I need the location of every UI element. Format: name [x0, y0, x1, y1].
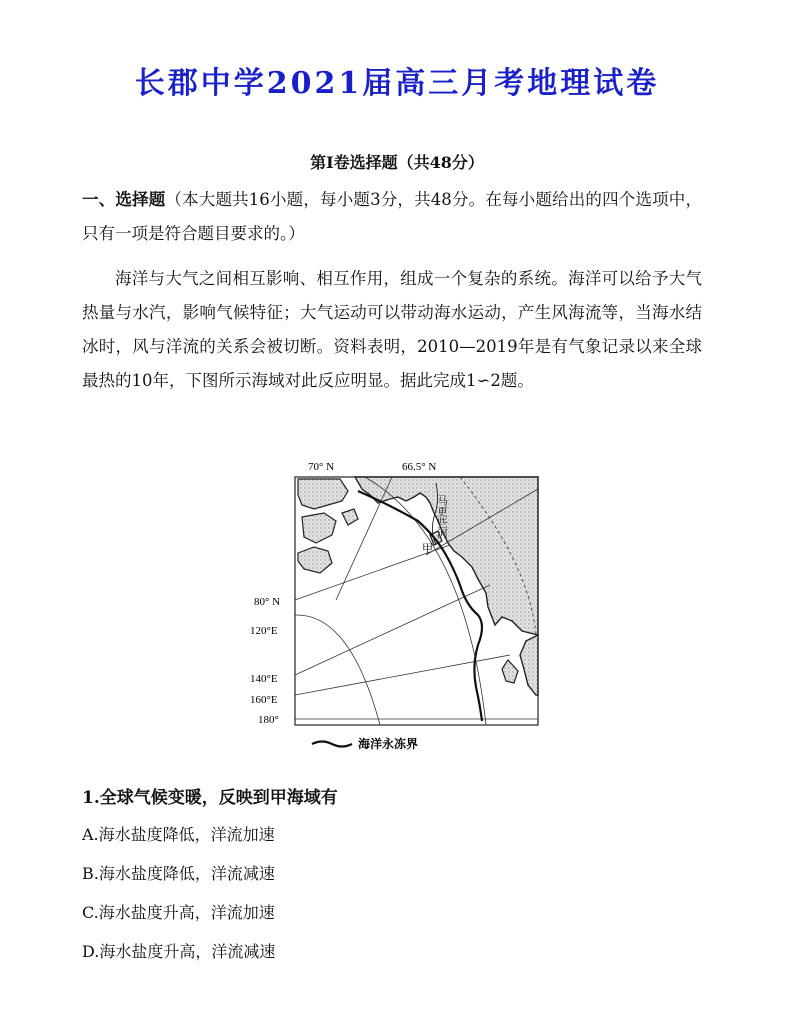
instructions-lead: 一、选择题	[82, 190, 166, 209]
left-label-140e: 140°E	[250, 673, 278, 685]
exam-title: 长郡中学2021届高三月考地理试卷	[134, 66, 660, 101]
option-d[interactable]: D.海水盐度升高，洋流减速	[82, 942, 276, 961]
instructions	[82, 183, 702, 251]
option-c[interactable]: C.海水盐度升高，洋流加速	[82, 903, 275, 922]
passage: 海洋与大气之间相互影响、相互作用，组成一个复杂的系统。海洋可以给予大气热量与水汽，影响气候特征；大气运动可以带动海水运动，产生风海流等，当海水结冰时，风与洋流的关系会被切断。资料表明，2010—2019年是有气象记录以来全球最热的10年，下图所示海域对此反应明显。据此完成1∽2题。	[82, 269, 702, 390]
lat-label-66-5n: 66.5° N	[402, 461, 437, 473]
option-b[interactable]: B.海水盐度降低，洋流减速	[82, 864, 275, 883]
left-label-120e: 120°E	[250, 625, 278, 637]
section-heading: 第Ⅰ卷选择题（共48分）	[310, 153, 484, 172]
arctic-map	[240, 455, 550, 765]
left-label-180: 180°	[258, 714, 279, 726]
left-label-160e: 160°E	[250, 694, 278, 706]
question-stem: 1.全球气候变暖，反映到甲海域有	[82, 788, 338, 808]
instructions-text: （本大题共16小题，每小题3分，共48分。在每小题给出的四个选项中，只有一项是符合题目要求的。）	[82, 190, 702, 243]
river-label: 马更些河	[435, 495, 449, 539]
legend-label: 海洋永冻界	[358, 737, 419, 751]
option-a[interactable]: A.海水盐度降低，洋流加速	[82, 825, 275, 844]
left-label-80n: 80° N	[254, 596, 281, 608]
lat-label-70n: 70° N	[308, 461, 335, 473]
legend-line-icon	[312, 742, 352, 747]
sea-label-jia: 甲	[422, 542, 433, 555]
